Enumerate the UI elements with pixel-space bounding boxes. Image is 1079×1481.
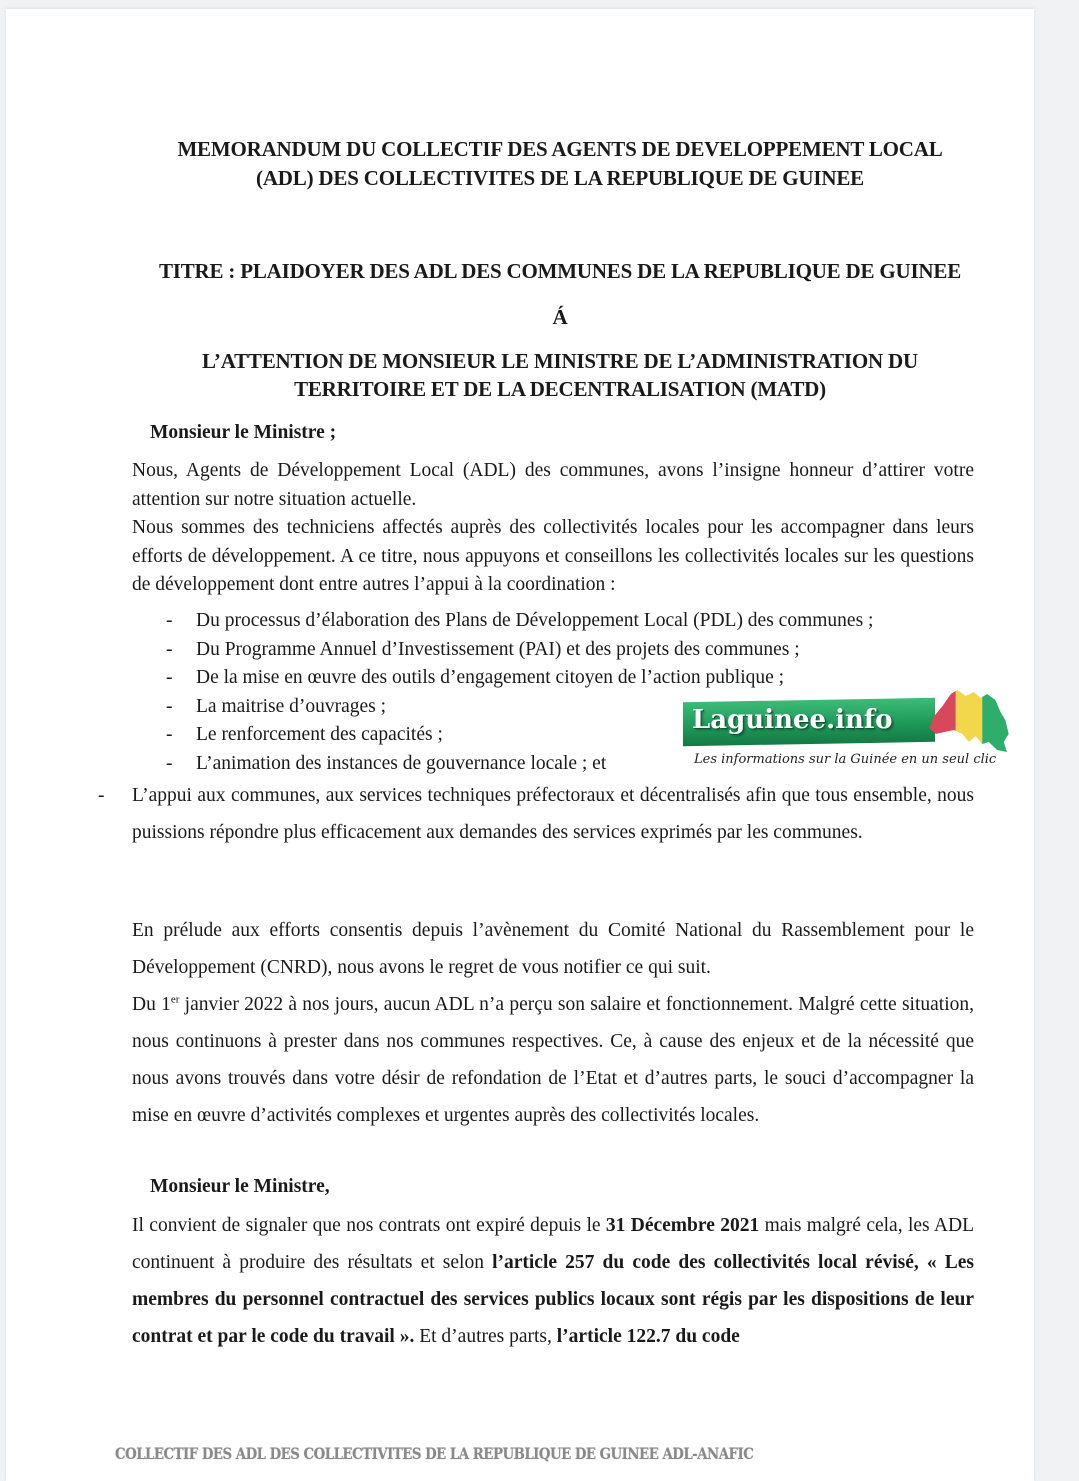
- contract-text: mais malgré cela, les ADL continuent à produire des résultats et selon: [132, 1215, 974, 1273]
- list-item-text: De la mise en œuvre des outils d’engagement citoyen de l’action publique ;: [196, 667, 785, 688]
- list-item-text: Du processus d’élaboration des Plans de Développement Local (PDL) des communes ;: [196, 610, 874, 631]
- salary-prefix: Du 1: [132, 994, 171, 1015]
- flag-green-stripe: [982, 686, 1012, 756]
- bullet-marker: -: [166, 610, 173, 631]
- list-item-text: L’animation des instances de gouvernance locale ; et: [196, 752, 607, 774]
- contract-text: Il convient de signaler que nos contrats ont expiré depuis le: [132, 1215, 606, 1236]
- list-item: [132, 607, 873, 636]
- bullet-marker: -: [166, 667, 173, 688]
- salary-paragraph: [132, 986, 974, 1134]
- contract-paragraph: [132, 1207, 974, 1355]
- prelude-paragraph: En prélude aux efforts consentis depuis l’avènement du Comité National du Rassemblement pour le Développement (CNRD), nous avons le regret de vous notifier ce qui suit.: [132, 920, 974, 978]
- ordinal-suffix: er: [170, 993, 180, 1006]
- logo-brand: Laguinee.info: [692, 705, 893, 735]
- list-item-text: L’appui aux communes, aux services techniques préfectoraux et décentralisés afin que tous ensemble, nous puissions répondre plus efficacement aux demandes des services exprimés par les communes.: [132, 785, 974, 843]
- list-item-text: Le renforcement des capacités ;: [196, 724, 443, 745]
- role-paragraph: Nous sommes des techniciens affectés auprès des collectivités locales pour les accompagner dans leurs efforts de développement. A ce titre, nous appuyons et conseillons les collectivités locales sur les questions de développement dont entre autres l’appui à la coordination :: [132, 517, 974, 595]
- heading-line-2: (ADL) DES COLLECTIVITES DE LA REPUBLIQUE DE GUINEE: [256, 166, 864, 190]
- bullet-marker: -: [98, 785, 105, 806]
- salutation-1: Monsieur le Ministre ;: [150, 422, 337, 443]
- list-item-last: [88, 777, 974, 851]
- article-257-citation: l’article 257 du code des collectivités local révisé, « Les membres du personnel contractuel des services publics locaux sont régis par les dispositions de leur contrat et par le code du travail ».: [132, 1252, 974, 1347]
- contract-text: Et d’autres parts,: [414, 1326, 557, 1347]
- contract-expiry-date: 31 Décembre 2021: [605, 1215, 760, 1236]
- guinea-flag-map-icon: [926, 686, 1012, 756]
- attention-line-1: L’ATTENTION DE MONSIEUR LE MINISTRE DE L’ADMINISTRATION DU: [202, 349, 918, 373]
- salary-text: janvier 2022 à nos jours, aucun ADL n’a perçu son salaire et fonctionnement. Malgré cette situation, nous continuons à prester dans nos communes respectives. Ce, à cause des enjeux et de la nécessité que nous avons trouvés dans votre désir de refondation de l’Etat et d’autres parts, le souci d’accompagner la mise en œuvre d’activités complexes et urgentes auprès des collectivités locales.: [132, 994, 974, 1126]
- memorandum-heading: [6, 135, 1079, 193]
- bullet-marker: -: [166, 695, 173, 717]
- list-item-text: Du Programme Annuel d’Investissement (PAI) et des projets des communes ;: [196, 638, 800, 660]
- bullet-marker: -: [166, 724, 173, 745]
- logo-tagline: Les informations sur la Guinée en un seul clic: [694, 752, 997, 767]
- bullet-marker: -: [166, 638, 173, 660]
- flag-yellow-stripe: [956, 686, 982, 756]
- attention-line-2: TERRITOIRE ET DE LA DECENTRALISATION (MATD): [294, 377, 826, 401]
- article-122-reference: l’article 122.7 du code: [556, 1326, 740, 1347]
- title-connector: Á: [552, 305, 568, 329]
- page-footer: COLLECTIF DES ADL DES COLLECTIVITES DE LA REPUBLIQUE DE GUINEE ADL-ANAFIC: [115, 1444, 754, 1463]
- list-item: [132, 636, 873, 665]
- flag-red-stripe: [926, 686, 956, 756]
- document-title: TITRE : PLAIDOYER DES ADL DES COMMUNES DE LA REPUBLIQUE DE GUINEE: [158, 259, 962, 283]
- heading-line-1: MEMORANDUM DU COLLECTIF DES AGENTS DE DEVELOPPEMENT LOCAL: [177, 137, 943, 161]
- salutation-2: Monsieur le Ministre,: [150, 1176, 330, 1197]
- intro-paragraph: Nous, Agents de Développement Local (ADL) des communes, avons l’insigne honneur d’attirer votre attention sur notre situation actuelle.: [132, 460, 974, 510]
- attention-heading: [6, 347, 1079, 403]
- laguinee-watermark: [680, 686, 1012, 772]
- list-item-text: La maitrise d’ouvrages ;: [196, 695, 387, 717]
- bullet-marker: -: [166, 752, 173, 774]
